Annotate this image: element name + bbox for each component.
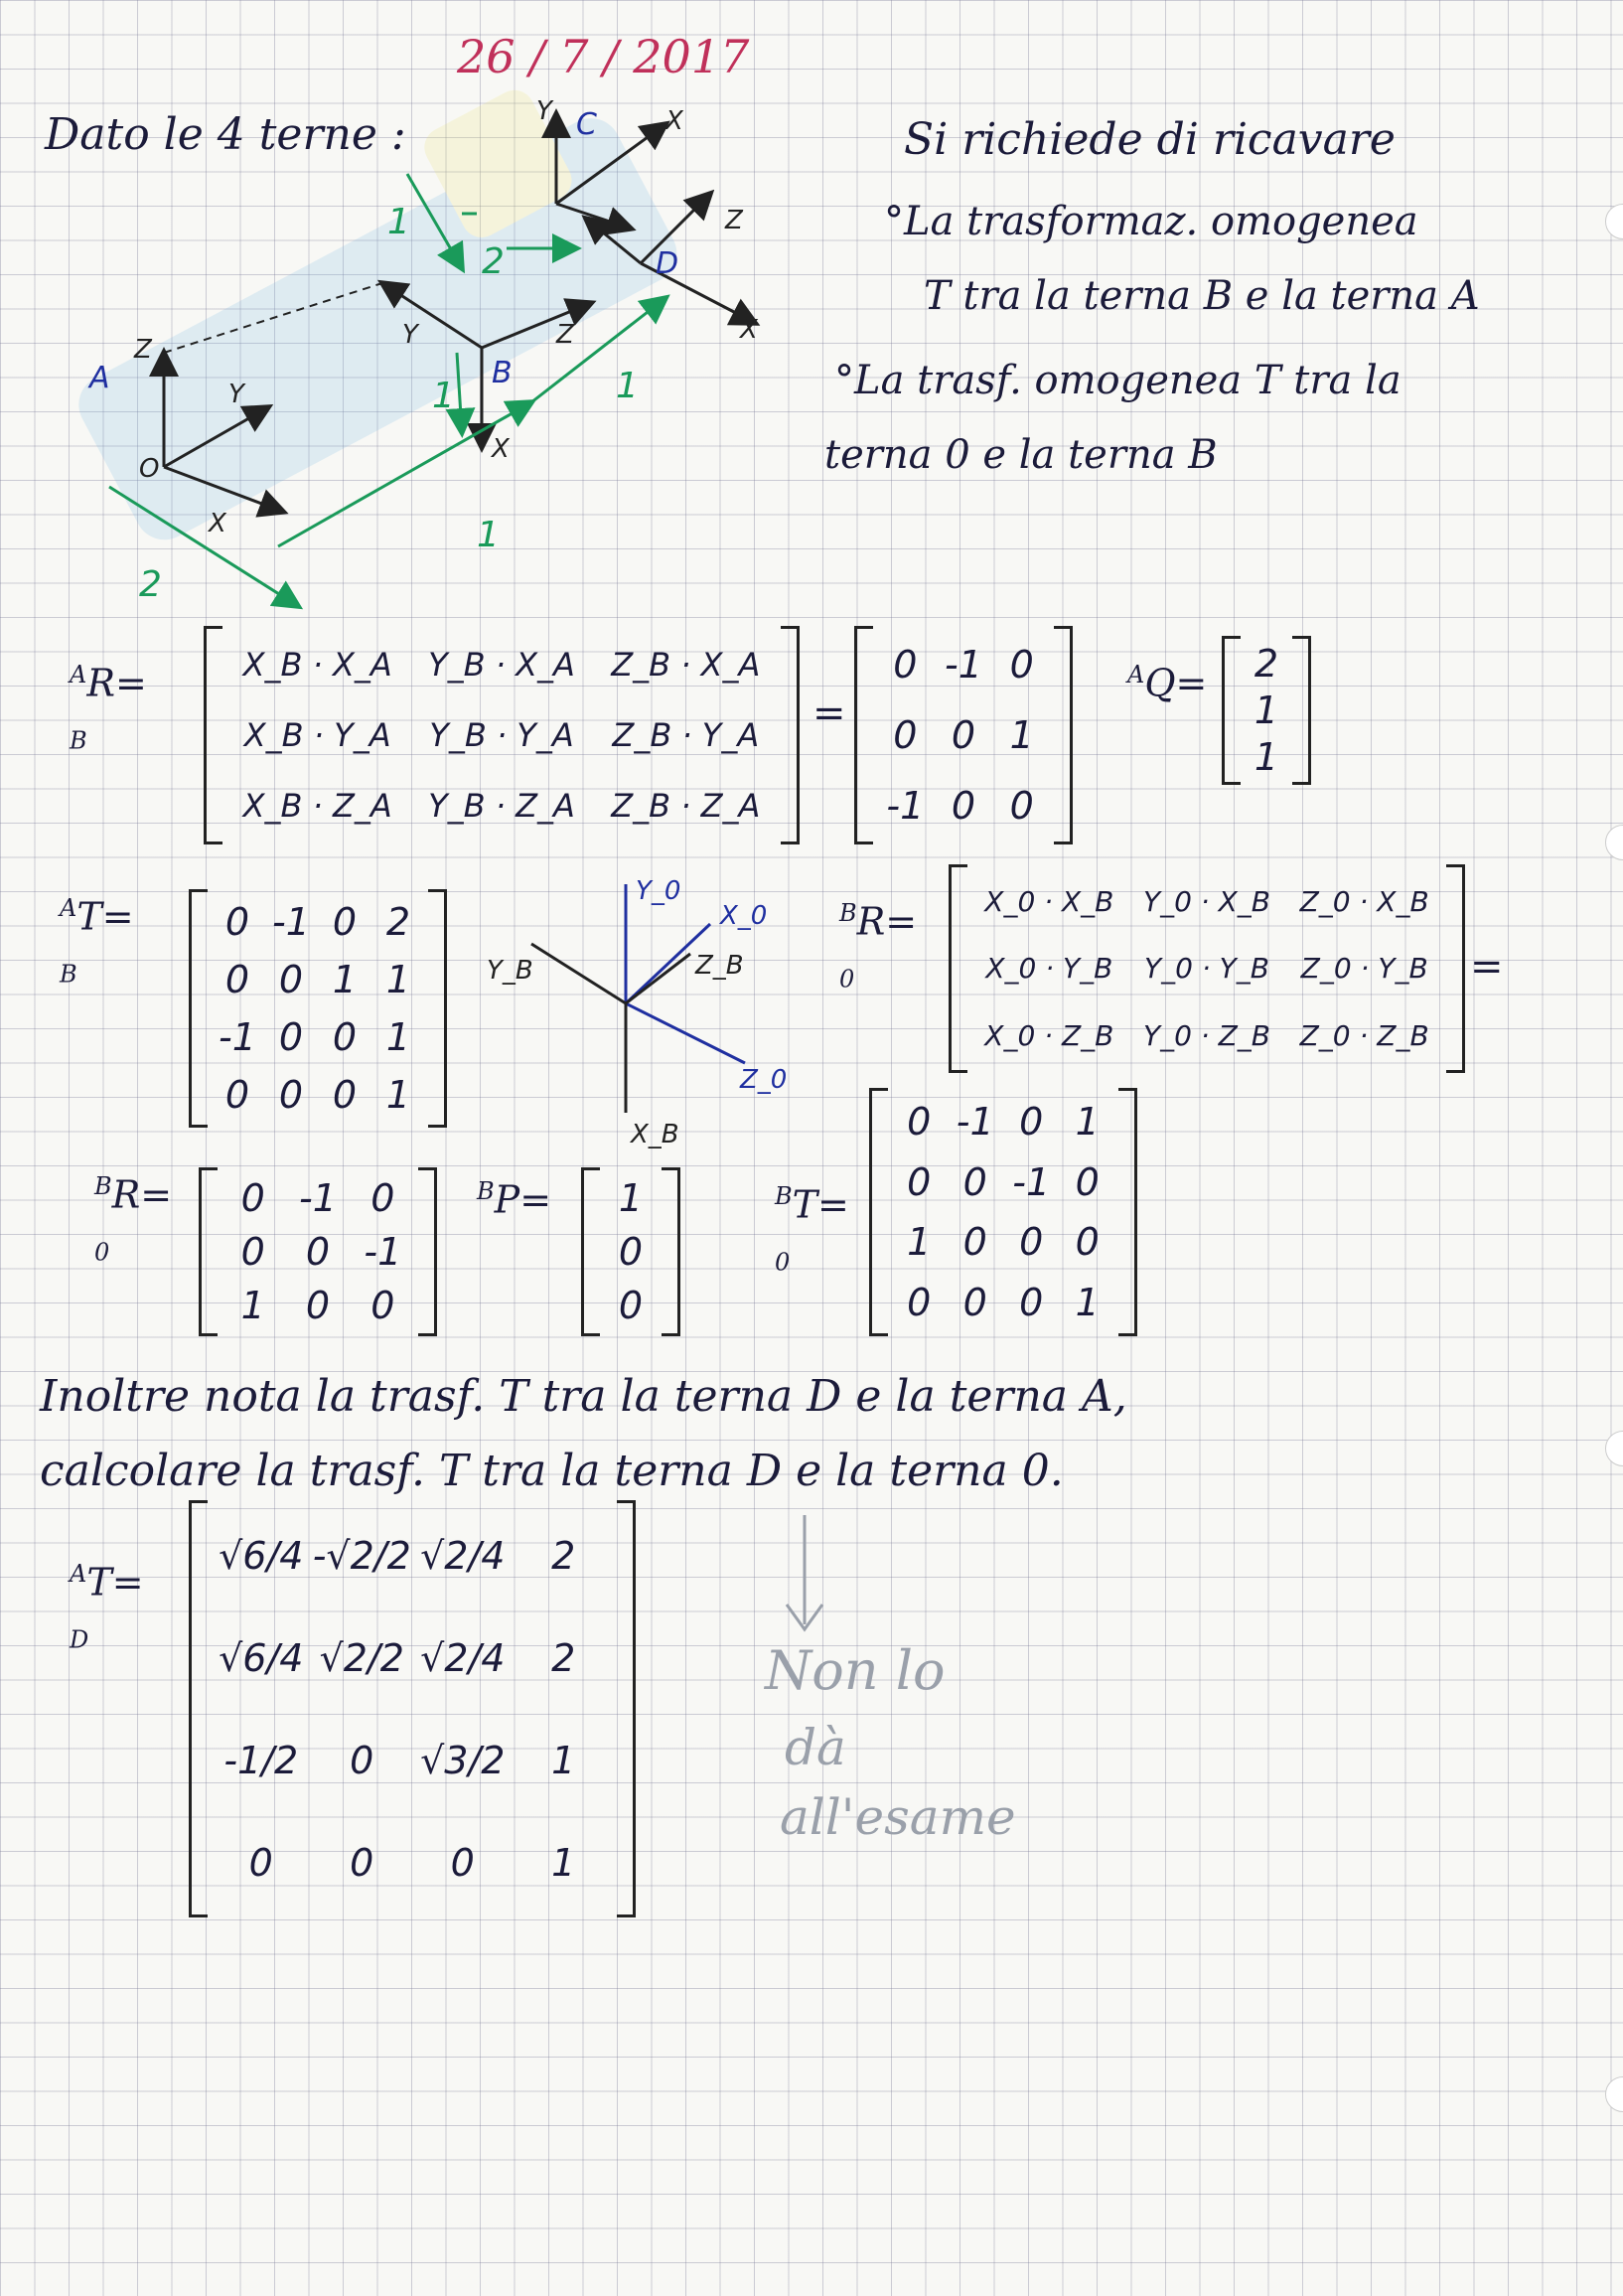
svg-text:D: D xyxy=(656,246,679,281)
matrix-cell: 2 xyxy=(551,1533,576,1578)
rotation-B0-matrix xyxy=(199,1167,437,1336)
matrix-cell: 1 xyxy=(385,958,411,1001)
matrix-cell: 0 xyxy=(305,1230,331,1274)
matrix-cell: 0 xyxy=(224,1073,250,1117)
svg-text:Z: Z xyxy=(134,335,152,365)
svg-text:X: X xyxy=(492,434,510,464)
matrix-cell: 0 xyxy=(305,1284,331,1327)
matrix-cell: 0 xyxy=(248,1840,273,1885)
svg-text:X: X xyxy=(209,509,226,538)
matrix-cell: 0 xyxy=(332,900,358,944)
equals-sign: = xyxy=(812,690,846,736)
matrix-cell: -1 xyxy=(272,900,310,944)
position-AB-label: $^A$Q= xyxy=(1127,661,1208,705)
svg-text:Y: Y xyxy=(228,380,244,409)
request-item-1: °La trasformaz. omogenea xyxy=(884,199,1418,244)
matrix-cell: -1 xyxy=(945,643,982,688)
matrix-cell: 0 xyxy=(1075,1159,1100,1204)
request-item-2: °La trasf. omogenea T tra la xyxy=(834,358,1402,403)
matrix-cell: 2 xyxy=(1254,641,1279,686)
matrix-cell: Y_B · X_A xyxy=(428,646,575,685)
date-header: 26 / 7 / 2017 xyxy=(457,30,750,83)
matrix-cell: -1 xyxy=(299,1176,337,1220)
matrix-cell: -√2/2 xyxy=(312,1533,411,1578)
request-title: Si richiede di ricavare xyxy=(904,114,1396,165)
matrix-cell: Z_B · X_A xyxy=(611,646,761,685)
matrix-cell: √6/4 xyxy=(219,1635,304,1680)
svg-text:Y: Y xyxy=(402,320,418,350)
given-text: Dato le 4 terne : xyxy=(45,109,406,160)
transform-AD-matrix xyxy=(189,1500,636,1917)
matrix-cell: X_B · Y_A xyxy=(243,715,391,754)
matrix-cell: Y_B · Z_A xyxy=(428,786,575,825)
matrix-cell: 0 xyxy=(618,1284,644,1327)
matrix-cell: 0 xyxy=(1019,1100,1044,1145)
matrix-cell: -1 xyxy=(1012,1159,1051,1204)
matrix-cell: 0 xyxy=(907,1280,932,1324)
matrix-cell: 1 xyxy=(1075,1100,1100,1145)
svg-text:2: 2 xyxy=(482,241,505,282)
matrix-cell: √3/2 xyxy=(420,1738,506,1782)
matrix-cell: 0 xyxy=(893,643,918,688)
matrix-cell: Y_0 · Z_B xyxy=(1142,1018,1270,1052)
matrix-cell: 0 xyxy=(278,1073,304,1117)
pencil-arrow xyxy=(775,1510,834,1639)
matrix-cell: 0 xyxy=(951,783,976,828)
matrix-cell: 2 xyxy=(551,1635,576,1680)
position-B0-label: $^B$P= xyxy=(477,1177,552,1222)
svg-text:2: 2 xyxy=(139,564,162,605)
punch-hole xyxy=(1605,204,1623,239)
request-item-2b: terna 0 e la terna B xyxy=(824,432,1218,478)
matrix-cell: 1 xyxy=(1254,688,1279,732)
svg-text:1: 1 xyxy=(616,366,639,406)
matrix-cell: Z_0 · Y_B xyxy=(1300,952,1428,986)
matrix-cell: 0 xyxy=(1019,1220,1044,1265)
rotation-AB-label: $^A$R= $_B$ xyxy=(70,661,147,755)
matrix-cell: 1 xyxy=(907,1220,932,1265)
matrix-cell: X_0 · Z_B xyxy=(984,1018,1114,1052)
matrix-cell: 0 xyxy=(332,1073,358,1117)
matrix-cell: 0 xyxy=(962,1220,987,1265)
matrix-cell: 1 xyxy=(385,1073,411,1117)
transform-AB-matrix xyxy=(189,889,447,1128)
frame-sketch-B0 xyxy=(477,864,805,1152)
matrix-cell: 1 xyxy=(1075,1280,1100,1324)
matrix-cell: Y_B · Y_A xyxy=(429,715,574,754)
matrix-cell: Z_B · Z_A xyxy=(611,786,761,825)
request-item-1b: T tra la terna B e la terna A xyxy=(924,273,1480,319)
matrix-cell: 0 xyxy=(618,1230,644,1274)
matrix-cell: 0 xyxy=(907,1100,932,1145)
matrix-cell: 0 xyxy=(224,900,250,944)
rotation-AB-matrix xyxy=(854,626,1073,844)
transform-AD-label: $^A$T= $_D$ xyxy=(70,1560,144,1654)
svg-text:Y_0: Y_0 xyxy=(636,876,681,906)
svg-text:Y: Y xyxy=(536,99,552,126)
punch-hole xyxy=(1605,2076,1623,2112)
matrix-cell: 2 xyxy=(385,900,411,944)
matrix-cell: 0 xyxy=(951,712,976,757)
position-B0-vector xyxy=(581,1167,680,1336)
matrix-cell: Y_0 · X_B xyxy=(1142,885,1270,919)
matrix-cell: X_B · Z_A xyxy=(242,786,392,825)
rotation-B0-symbolic xyxy=(949,864,1465,1073)
svg-text:Z: Z xyxy=(725,206,743,235)
matrix-cell: -1 xyxy=(364,1230,402,1274)
matrix-cell: 0 xyxy=(1009,643,1034,688)
extra-question-line2: calcolare la trasf. T tra la terna D e la terna 0. xyxy=(40,1446,1064,1496)
transform-AB-label: $^A$T= $_B$ xyxy=(60,894,134,989)
matrix-cell: -1 xyxy=(956,1100,994,1145)
matrix-cell: 1 xyxy=(618,1176,644,1220)
svg-text:Y_B: Y_B xyxy=(487,956,533,986)
matrix-cell: Z_0 · Z_B xyxy=(1299,1018,1429,1052)
matrix-cell: 0 xyxy=(350,1840,374,1885)
matrix-cell: -1/2 xyxy=(223,1738,299,1782)
matrix-cell: 0 xyxy=(1075,1220,1100,1265)
extra-question-line1: Inoltre nota la trasf. T tra la terna D e la terna A, xyxy=(40,1371,1127,1422)
matrix-cell: 0 xyxy=(240,1230,265,1274)
svg-text:O: O xyxy=(139,454,160,484)
matrix-cell: 0 xyxy=(962,1159,987,1204)
punch-hole xyxy=(1605,1431,1623,1466)
matrix-cell: -1 xyxy=(886,783,925,828)
matrix-cell: √2/2 xyxy=(319,1635,404,1680)
position-AB-vector xyxy=(1222,636,1311,785)
pencil-note-1: Non lo xyxy=(765,1639,946,1702)
svg-text:X_0: X_0 xyxy=(720,901,768,931)
matrix-cell: 0 xyxy=(962,1280,987,1324)
matrix-cell: 0 xyxy=(224,958,250,1001)
matrix-cell: X_0 · Y_B xyxy=(985,952,1113,986)
matrix-cell: 1 xyxy=(1009,712,1034,757)
svg-text:A: A xyxy=(89,361,110,395)
matrix-cell: 0 xyxy=(893,712,918,757)
matrix-cell: Y_0 · Y_B xyxy=(1144,952,1269,986)
svg-text:1: 1 xyxy=(432,376,455,416)
pencil-note-2: dà xyxy=(785,1719,846,1776)
matrix-cell: X_B · X_A xyxy=(242,646,392,685)
matrix-cell: 1 xyxy=(551,1738,576,1782)
pencil-note-3: all'esame xyxy=(780,1788,1016,1846)
equals-sign: = xyxy=(1470,944,1504,990)
matrix-cell: √2/4 xyxy=(420,1635,506,1680)
matrix-cell: √6/4 xyxy=(219,1533,304,1578)
svg-text:Z_0: Z_0 xyxy=(740,1065,788,1095)
punch-hole xyxy=(1605,825,1623,860)
matrix-cell: 0 xyxy=(370,1284,395,1327)
matrix-cell: -1 xyxy=(219,1015,256,1059)
matrix-cell: 0 xyxy=(450,1840,475,1885)
svg-text:X: X xyxy=(665,106,683,136)
matrix-cell: 0 xyxy=(907,1159,932,1204)
matrix-cell: 0 xyxy=(1019,1280,1044,1324)
matrix-cell: 0 xyxy=(278,1015,304,1059)
svg-text:1: 1 xyxy=(387,202,410,242)
matrix-cell: 0 xyxy=(350,1738,374,1782)
svg-text:B: B xyxy=(492,356,513,390)
matrix-cell: Z_B · Y_A xyxy=(612,715,760,754)
matrix-cell: 1 xyxy=(240,1284,265,1327)
matrix-cell: √2/4 xyxy=(420,1533,506,1578)
svg-text:Z: Z xyxy=(556,320,574,350)
transform-B0-label: $^B$T= $_0$ xyxy=(775,1182,849,1277)
matrix-cell: 0 xyxy=(1009,783,1034,828)
matrix-cell: Z_0 · X_B xyxy=(1299,885,1429,919)
matrix-cell: 0 xyxy=(278,958,304,1001)
matrix-cell: 0 xyxy=(332,1015,358,1059)
matrix-cell: 1 xyxy=(1254,735,1279,780)
transform-B0-matrix xyxy=(869,1088,1137,1336)
svg-text:1: 1 xyxy=(477,515,500,555)
matrix-cell: X_0 · X_B xyxy=(984,885,1114,919)
svg-text:Z_B: Z_B xyxy=(695,951,744,981)
svg-text:C: C xyxy=(576,107,597,142)
svg-text:X_B: X_B xyxy=(631,1120,679,1149)
matrix-cell: 0 xyxy=(240,1176,265,1220)
matrix-cell: 1 xyxy=(551,1840,576,1885)
matrix-cell: 1 xyxy=(385,1015,411,1059)
rotation-AB-symbolic xyxy=(204,626,800,844)
rotation-B0-label-2: $^B$R= $_0$ xyxy=(94,1172,173,1267)
frames-diagram xyxy=(79,99,795,616)
svg-text:X: X xyxy=(740,315,758,345)
rotation-B0-label: $^B$R= $_0$ xyxy=(839,899,918,994)
matrix-cell: 0 xyxy=(370,1176,395,1220)
matrix-cell: 1 xyxy=(332,958,358,1001)
